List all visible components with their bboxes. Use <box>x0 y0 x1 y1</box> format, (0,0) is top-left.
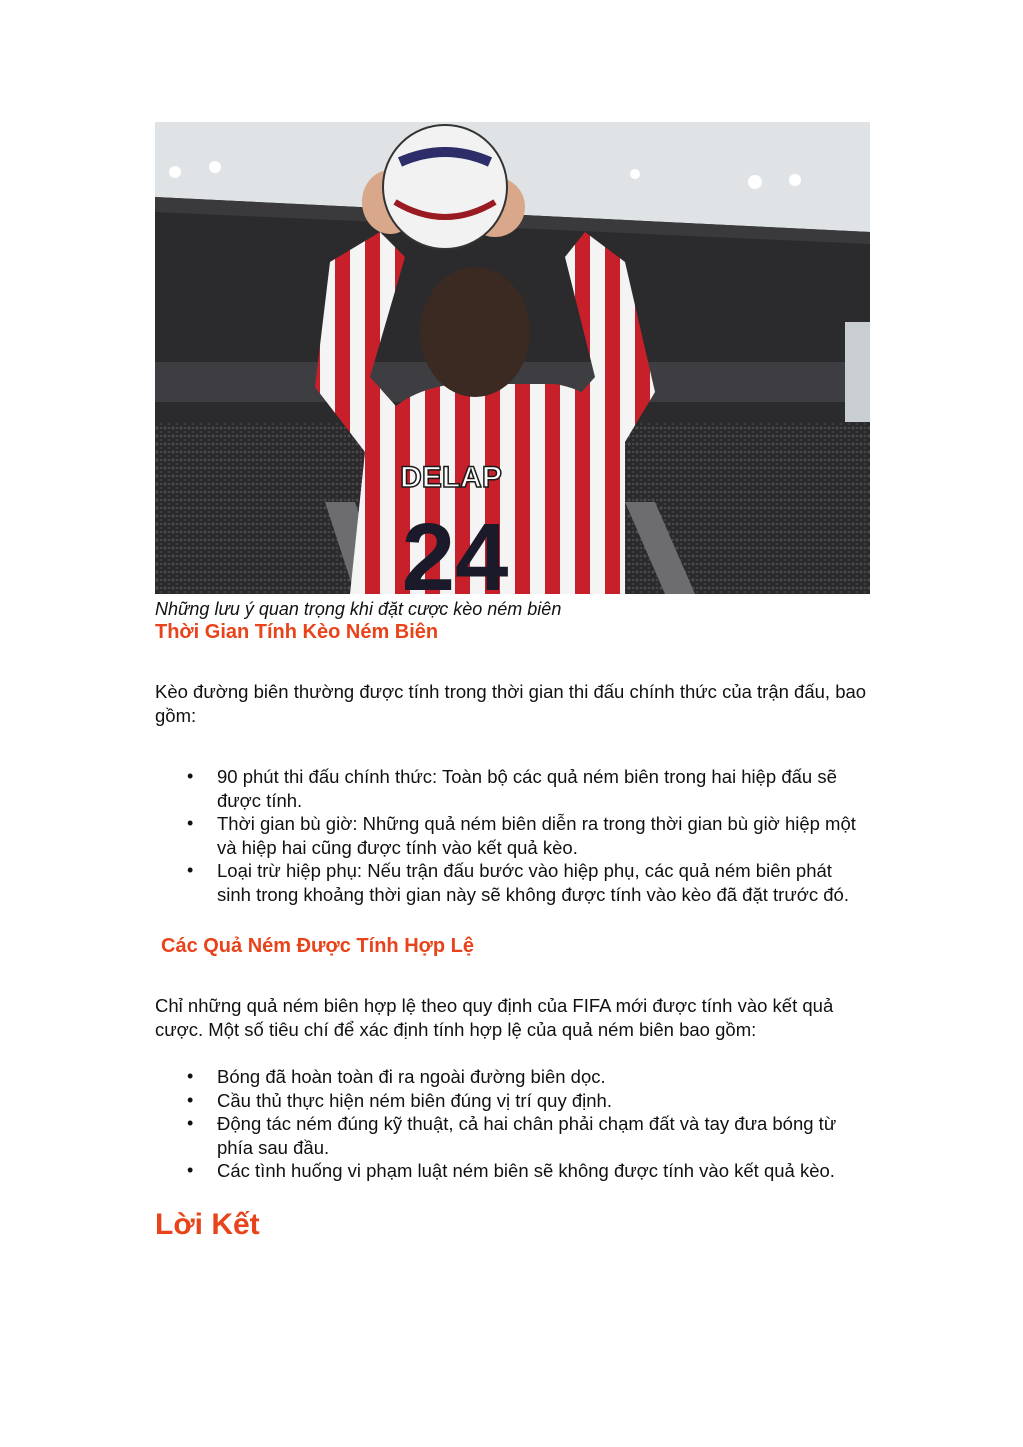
jersey-name: DELAP <box>400 461 502 494</box>
list-item: • Bóng đã hoàn toàn đi ra ngoài đường biên dọc. <box>187 1066 606 1087</box>
list-item: • Loại trừ hiệp phụ: Nếu trận đấu bước vào hiệp phụ, các quả ném biên phát sinh trong khoảng thời gian này sẽ không được tính vào kèo đã đặt trước đó. <box>187 860 849 905</box>
section-heading-time: Thời Gian Tính Kèo Ném Biên <box>155 621 439 643</box>
section-time-intro: Kèo đường biên thường được tính trong thời gian thi đấu chính thức của trận đấu, bao gồm: <box>155 681 867 726</box>
time-rules-list <box>155 765 870 906</box>
list-item: • Động tác ném đúng kỹ thuật, cả hai chân phải chạm đất và tay đưa bóng từ phía sau đầu. <box>187 1113 837 1158</box>
bullet: • <box>187 766 194 786</box>
bullet: • <box>187 1113 194 1133</box>
list-item: • Cầu thủ thực hiện ném biên đúng vị trí quy định. <box>187 1089 612 1111</box>
bullet: • <box>187 813 194 833</box>
bullet: • <box>187 860 194 880</box>
article <box>155 122 870 1243</box>
valid-rules-list <box>155 1065 870 1183</box>
bullet: • <box>187 1089 194 1110</box>
section-heading-valid: Các Quả Ném Được Tính Hợp Lệ <box>161 935 474 957</box>
list-item: • 90 phút thi đấu chính thức: Toàn bộ các quả ném biên trong hai hiệp đấu sẽ được tính. <box>187 766 837 811</box>
photo-illustration <box>155 122 870 594</box>
section-valid-intro: Chỉ những quả ném biên hợp lệ theo quy định của FIFA mới được tính vào kết quả cược. Một số tiêu chí để xác định tính hợp lệ của quả ném biên bao gồm: <box>155 995 834 1040</box>
list-item: • Thời gian bù giờ: Những quả ném biên diễn ra trong thời gian bù giờ hiệp một và hiệp hai cũng được tính vào kết quả kèo. <box>187 813 856 858</box>
throw-in-photo <box>155 122 870 594</box>
list-item: • Các tình huống vi phạm luật ném biên sẽ không được tính vào kết quả kèo. <box>187 1160 835 1181</box>
conclusion-heading: Lời Kết <box>155 1207 260 1241</box>
image-caption: Những lưu ý quan trọng khi đặt cược kèo ném biên <box>155 599 562 619</box>
bullet: • <box>187 1066 194 1086</box>
bullet: • <box>187 1160 194 1180</box>
jersey-number: 24 <box>401 504 509 594</box>
